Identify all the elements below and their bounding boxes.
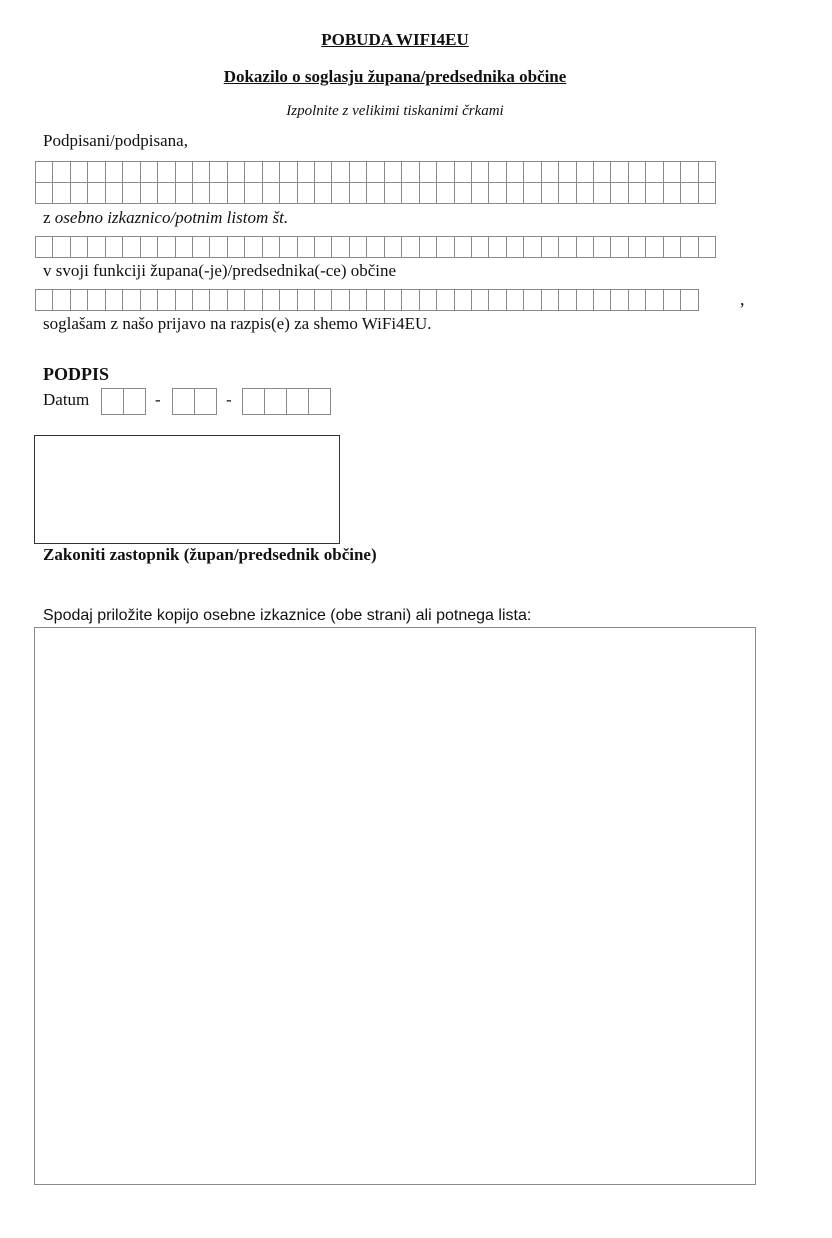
name-letter-cell[interactable]	[506, 161, 524, 183]
comma: ,	[740, 289, 745, 309]
municipality-letter-cell[interactable]	[105, 289, 123, 311]
id-number-cell[interactable]	[314, 236, 332, 258]
date-separator: -	[155, 390, 161, 409]
id-number-cell[interactable]	[523, 236, 541, 258]
date-day-cell[interactable]	[123, 388, 146, 415]
name-letter-cell[interactable]	[349, 161, 367, 183]
name-letter-cell[interactable]	[436, 161, 454, 183]
date-day-field[interactable]	[101, 388, 146, 415]
municipality-letter-cell[interactable]	[384, 289, 402, 311]
document-subtitle: Dokazilo o soglasju župana/predsednika občine	[223, 67, 567, 86]
id-number-cell[interactable]	[209, 236, 227, 258]
name-field-row-2[interactable]	[35, 182, 716, 204]
municipality-letter-cell[interactable]	[628, 289, 646, 311]
municipality-field[interactable]	[35, 289, 699, 311]
name-letter-cell[interactable]	[401, 182, 419, 204]
signature-box[interactable]	[34, 435, 340, 544]
id-number-cell[interactable]	[70, 236, 88, 258]
date-year-cell[interactable]	[242, 388, 265, 415]
name-letter-cell[interactable]	[576, 161, 594, 183]
name-letter-cell[interactable]	[454, 182, 472, 204]
name-letter-cell[interactable]	[140, 182, 158, 204]
name-letter-cell[interactable]	[558, 161, 576, 183]
id-number-cell[interactable]	[593, 236, 611, 258]
municipality-letter-cell[interactable]	[297, 289, 315, 311]
name-letter-cell[interactable]	[157, 182, 175, 204]
id-number-cell[interactable]	[140, 236, 158, 258]
id-number-cell[interactable]	[349, 236, 367, 258]
signature-caption: Zakoniti zastopnik (župan/predsednik občine)	[43, 545, 377, 564]
municipality-letter-cell[interactable]	[488, 289, 506, 311]
name-letter-cell[interactable]	[209, 182, 227, 204]
name-letter-cell[interactable]	[419, 182, 437, 204]
attachment-label: Spodaj priložite kopijo osebne izkaznice (obe strani) ali potnega lista:	[43, 607, 532, 624]
id-number-cell[interactable]	[331, 236, 349, 258]
name-letter-cell[interactable]	[52, 161, 70, 183]
municipality-letter-cell[interactable]	[523, 289, 541, 311]
municipality-letter-cell[interactable]	[593, 289, 611, 311]
id-number-cell[interactable]	[157, 236, 175, 258]
id-number-cell[interactable]	[279, 236, 297, 258]
municipality-letter-cell[interactable]	[70, 289, 88, 311]
name-letter-cell[interactable]	[244, 182, 262, 204]
name-letter-cell[interactable]	[175, 182, 193, 204]
name-letter-cell[interactable]	[436, 182, 454, 204]
id-number-cell[interactable]	[227, 236, 245, 258]
date-day-cell[interactable]	[101, 388, 124, 415]
name-letter-cell[interactable]	[105, 182, 123, 204]
id-number-cell[interactable]	[35, 236, 53, 258]
municipality-letter-cell[interactable]	[314, 289, 332, 311]
id-number-cell[interactable]	[436, 236, 454, 258]
name-letter-cell[interactable]	[523, 161, 541, 183]
municipality-letter-cell[interactable]	[35, 289, 53, 311]
name-letter-cell[interactable]	[610, 182, 628, 204]
name-letter-cell[interactable]	[593, 182, 611, 204]
municipality-letter-cell[interactable]	[140, 289, 158, 311]
id-document-label-prefix: z	[43, 208, 55, 227]
id-number-cell[interactable]	[471, 236, 489, 258]
name-letter-cell[interactable]	[244, 161, 262, 183]
municipality-letter-cell[interactable]	[122, 289, 140, 311]
municipality-letter-cell[interactable]	[506, 289, 524, 311]
id-number-cell[interactable]	[454, 236, 472, 258]
id-number-cell[interactable]	[122, 236, 140, 258]
name-letter-cell[interactable]	[628, 182, 646, 204]
municipality-letter-cell[interactable]	[262, 289, 280, 311]
name-field-row-1[interactable]	[35, 161, 716, 183]
date-year-field[interactable]	[242, 388, 331, 415]
date-year-cell[interactable]	[264, 388, 287, 415]
id-number-cell[interactable]	[419, 236, 437, 258]
id-number-cell[interactable]	[87, 236, 105, 258]
municipality-letter-cell[interactable]	[419, 289, 437, 311]
name-letter-cell[interactable]	[279, 161, 297, 183]
id-number-cell[interactable]	[663, 236, 681, 258]
municipality-letter-cell[interactable]	[680, 289, 698, 311]
id-document-label	[43, 208, 288, 228]
municipality-letter-cell[interactable]	[645, 289, 663, 311]
municipality-letter-cell[interactable]	[279, 289, 297, 311]
id-document-label-italic: osebno izkaznico/potnim listom št.	[54, 208, 289, 227]
id-number-cell[interactable]	[366, 236, 384, 258]
name-letter-cell[interactable]	[558, 182, 576, 204]
name-letter-cell[interactable]	[35, 182, 53, 204]
name-letter-cell[interactable]	[593, 161, 611, 183]
municipality-letter-cell[interactable]	[349, 289, 367, 311]
id-number-cell[interactable]	[192, 236, 210, 258]
date-year-cell[interactable]	[308, 388, 331, 415]
id-number-cell[interactable]	[680, 236, 698, 258]
id-number-field-row[interactable]	[35, 236, 716, 258]
document-title: POBUDA WIFI4EU	[321, 30, 469, 49]
name-letter-cell[interactable]	[645, 182, 663, 204]
municipality-letter-cell[interactable]	[558, 289, 576, 311]
name-letter-cell[interactable]	[70, 161, 88, 183]
name-letter-cell[interactable]	[401, 161, 419, 183]
name-letter-cell[interactable]	[105, 161, 123, 183]
name-letter-cell[interactable]	[35, 161, 53, 183]
name-letter-cell[interactable]	[52, 182, 70, 204]
name-letter-cell[interactable]	[419, 161, 437, 183]
name-letter-cell[interactable]	[610, 161, 628, 183]
name-letter-cell[interactable]	[645, 161, 663, 183]
name-letter-cell[interactable]	[680, 161, 698, 183]
name-letter-cell[interactable]	[506, 182, 524, 204]
id-number-cell[interactable]	[488, 236, 506, 258]
municipality-letter-cell[interactable]	[610, 289, 628, 311]
name-letter-cell[interactable]	[314, 182, 332, 204]
name-letter-cell[interactable]	[349, 182, 367, 204]
name-letter-cell[interactable]	[663, 182, 681, 204]
name-letter-cell[interactable]	[680, 182, 698, 204]
name-letter-cell[interactable]	[192, 161, 210, 183]
id-number-cell[interactable]	[610, 236, 628, 258]
municipality-letter-cell[interactable]	[175, 289, 193, 311]
name-letter-cell[interactable]	[209, 161, 227, 183]
signature-heading: PODPIS	[43, 364, 110, 384]
name-field[interactable]	[35, 161, 716, 204]
name-letter-cell[interactable]	[471, 182, 489, 204]
name-letter-cell[interactable]	[541, 182, 559, 204]
id-number-cell[interactable]	[506, 236, 524, 258]
municipality-letter-cell[interactable]	[209, 289, 227, 311]
name-letter-cell[interactable]	[366, 161, 384, 183]
municipality-letter-cell[interactable]	[227, 289, 245, 311]
id-number-cell[interactable]	[628, 236, 646, 258]
id-number-cell[interactable]	[262, 236, 280, 258]
name-letter-cell[interactable]	[698, 161, 716, 183]
date-separator: -	[226, 390, 232, 409]
name-letter-cell[interactable]	[331, 161, 349, 183]
name-letter-cell[interactable]	[576, 182, 594, 204]
signed-label: Podpisani/podpisana,	[43, 131, 188, 150]
name-letter-cell[interactable]	[262, 182, 280, 204]
id-number-cell[interactable]	[52, 236, 70, 258]
name-letter-cell[interactable]	[175, 161, 193, 183]
name-letter-cell[interactable]	[384, 161, 402, 183]
name-letter-cell[interactable]	[227, 161, 245, 183]
name-letter-cell[interactable]	[87, 182, 105, 204]
id-number-cell[interactable]	[384, 236, 402, 258]
id-number-cell[interactable]	[297, 236, 315, 258]
municipality-letter-cell[interactable]	[541, 289, 559, 311]
date-year-cell[interactable]	[286, 388, 309, 415]
name-letter-cell[interactable]	[366, 182, 384, 204]
name-letter-cell[interactable]	[698, 182, 716, 204]
municipality-letter-cell[interactable]	[471, 289, 489, 311]
name-letter-cell[interactable]	[122, 161, 140, 183]
name-letter-cell[interactable]	[140, 161, 158, 183]
name-letter-cell[interactable]	[384, 182, 402, 204]
id-number-cell[interactable]	[541, 236, 559, 258]
consent-text: soglašam z našo prijavo na razpis(e) za shemo WiFi4EU.	[43, 314, 432, 333]
name-letter-cell[interactable]	[314, 161, 332, 183]
municipality-letter-cell[interactable]	[576, 289, 594, 311]
date-month-cell[interactable]	[172, 388, 195, 415]
name-letter-cell[interactable]	[523, 182, 541, 204]
municipality-letter-cell[interactable]	[663, 289, 681, 311]
id-number-cell[interactable]	[558, 236, 576, 258]
name-letter-cell[interactable]	[628, 161, 646, 183]
municipality-letter-cell[interactable]	[87, 289, 105, 311]
id-number-cell[interactable]	[698, 236, 716, 258]
municipality-letter-cell[interactable]	[366, 289, 384, 311]
municipality-letter-cell[interactable]	[331, 289, 349, 311]
name-letter-cell[interactable]	[122, 182, 140, 204]
id-number-cell[interactable]	[244, 236, 262, 258]
municipality-letter-cell[interactable]	[401, 289, 419, 311]
municipality-letter-cell[interactable]	[157, 289, 175, 311]
id-number-cell[interactable]	[576, 236, 594, 258]
name-letter-cell[interactable]	[454, 161, 472, 183]
name-letter-cell[interactable]	[192, 182, 210, 204]
name-letter-cell[interactable]	[87, 161, 105, 183]
id-number-cell[interactable]	[105, 236, 123, 258]
name-letter-cell[interactable]	[488, 182, 506, 204]
name-letter-cell[interactable]	[297, 182, 315, 204]
function-label: v svoji funkciji župana(-je)/predsednika(-ce) občine	[43, 261, 397, 280]
fill-instruction: Izpolnite z velikimi tiskanimi črkami	[286, 103, 504, 119]
name-letter-cell[interactable]	[331, 182, 349, 204]
municipality-letter-cell[interactable]	[52, 289, 70, 311]
municipality-letter-cell[interactable]	[436, 289, 454, 311]
municipality-field-row[interactable]	[35, 289, 699, 311]
date-label: Datum	[43, 390, 90, 409]
name-letter-cell[interactable]	[157, 161, 175, 183]
id-number-field[interactable]	[35, 236, 716, 258]
date-month-cell[interactable]	[194, 388, 217, 415]
name-letter-cell[interactable]	[262, 161, 280, 183]
name-letter-cell[interactable]	[488, 161, 506, 183]
municipality-letter-cell[interactable]	[244, 289, 262, 311]
municipality-letter-cell[interactable]	[192, 289, 210, 311]
name-letter-cell[interactable]	[70, 182, 88, 204]
name-letter-cell[interactable]	[297, 161, 315, 183]
id-number-cell[interactable]	[645, 236, 663, 258]
attachment-box[interactable]	[34, 627, 756, 1185]
name-letter-cell[interactable]	[279, 182, 297, 204]
name-letter-cell[interactable]	[227, 182, 245, 204]
date-month-field[interactable]	[172, 388, 217, 415]
municipality-letter-cell[interactable]	[454, 289, 472, 311]
name-letter-cell[interactable]	[541, 161, 559, 183]
id-number-cell[interactable]	[401, 236, 419, 258]
name-letter-cell[interactable]	[471, 161, 489, 183]
name-letter-cell[interactable]	[663, 161, 681, 183]
id-number-cell[interactable]	[175, 236, 193, 258]
